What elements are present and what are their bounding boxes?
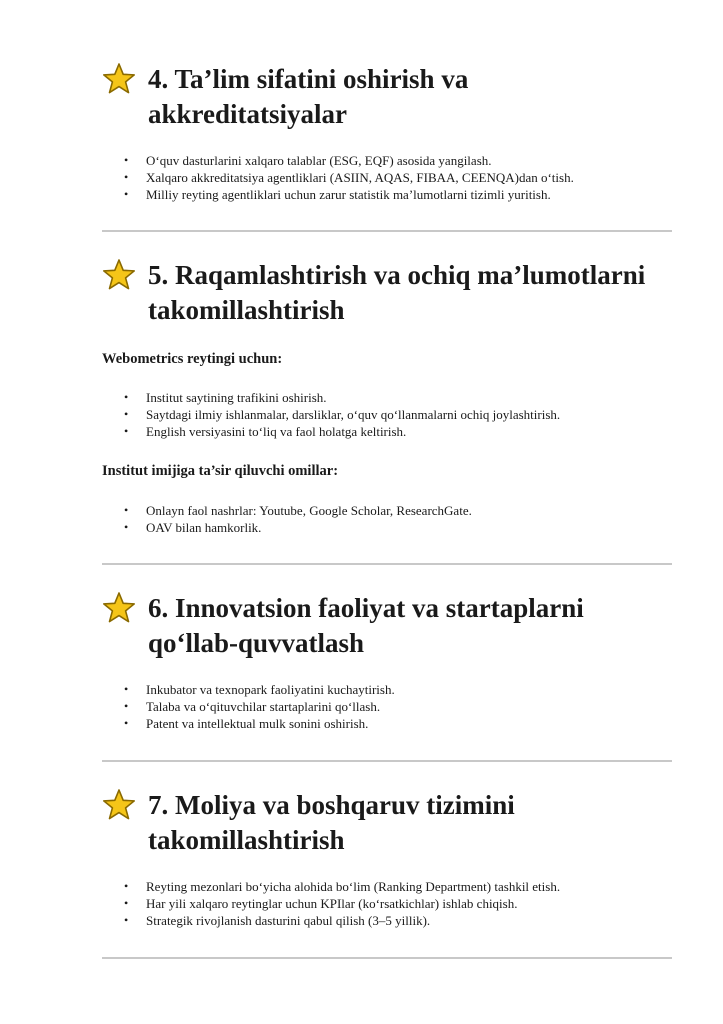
subsection-title: Webometrics reytingi uchun:	[102, 351, 283, 367]
section-5	[102, 258, 672, 565]
list-item: • Reyting mezonlari bo‘yicha alohida bo‘lim (Ranking Department) tashkil etish.	[146, 878, 672, 895]
list-item: • Har yili xalqaro reytinglar uchun KPIlar (ko‘rsatkichlar) ishlab chiqish.	[146, 895, 672, 912]
section-6	[102, 591, 672, 762]
subsection-title: Institut imijiga ta’sir qiluvchi omillar:	[102, 463, 339, 479]
list-item: • Patent va intellektual mulk sonini oshirish.	[146, 715, 672, 732]
section-heading	[102, 62, 672, 132]
list-item: • O‘quv dasturlarini xalqaro talablar (ESG, EQF) asosida yangilash.	[146, 152, 672, 169]
document-page	[102, 62, 672, 959]
list-item: • Saytdagi ilmiy ishlanmalar, darsliklar, o‘quv qo‘llanmalarni ochiq joylashtirish.	[146, 406, 672, 423]
list-item: • Talaba va o‘qituvchilar startaplarini qo‘llash.	[146, 698, 672, 715]
section-title: 4. Ta’lim sifatini oshirish va akkreditatsiyalar	[148, 64, 469, 129]
section-4	[102, 62, 672, 232]
bullet-list	[102, 152, 672, 203]
section-heading	[102, 591, 672, 661]
star-icon	[102, 258, 136, 292]
bullet-list	[102, 389, 672, 440]
bullet-list	[102, 681, 672, 732]
list-item: • OAV bilan hamkorlik.	[146, 519, 672, 536]
section-7	[102, 788, 672, 959]
list-item: • Strategik rivojlanish dasturini qabul qilish (3–5 yillik).	[146, 912, 672, 929]
bullet-list	[102, 878, 672, 929]
divider	[102, 957, 672, 959]
section-heading	[102, 788, 672, 858]
section-title: 7. Moliya va boshqaruv tizimini takomillashtirish	[148, 790, 515, 855]
list-item: • Inkubator va texnopark faoliyatini kuchaytirish.	[146, 681, 672, 698]
divider	[102, 563, 672, 565]
list-item: • English versiyasini to‘liq va faol holatga keltirish.	[146, 423, 672, 440]
list-item: • Milliy reyting agentliklari uchun zarur statistik ma’lumotlarni tizimli yuritish.	[146, 186, 672, 203]
section-title: 5. Raqamlashtirish va ochiq ma’lumotlarni takomillashtirish	[148, 260, 646, 325]
section-heading	[102, 258, 672, 328]
list-item: • Xalqaro akkreditatsiya agentliklari (ASIIN, AQAS, FIBAA, CEENQA)dan o‘tish.	[146, 169, 672, 186]
list-item: • Institut saytining trafikini oshirish.	[146, 389, 672, 406]
list-item: • Onlayn faol nashrlar: Youtube, Google Scholar, ResearchGate.	[146, 502, 672, 519]
divider	[102, 760, 672, 762]
bullet-list	[102, 502, 672, 536]
divider	[102, 230, 672, 232]
star-icon	[102, 62, 136, 96]
section-title: 6. Innovatsion faoliyat va startaplarni qo‘llab-quvvatlash	[148, 593, 584, 658]
star-icon	[102, 788, 136, 822]
star-icon	[102, 591, 136, 625]
